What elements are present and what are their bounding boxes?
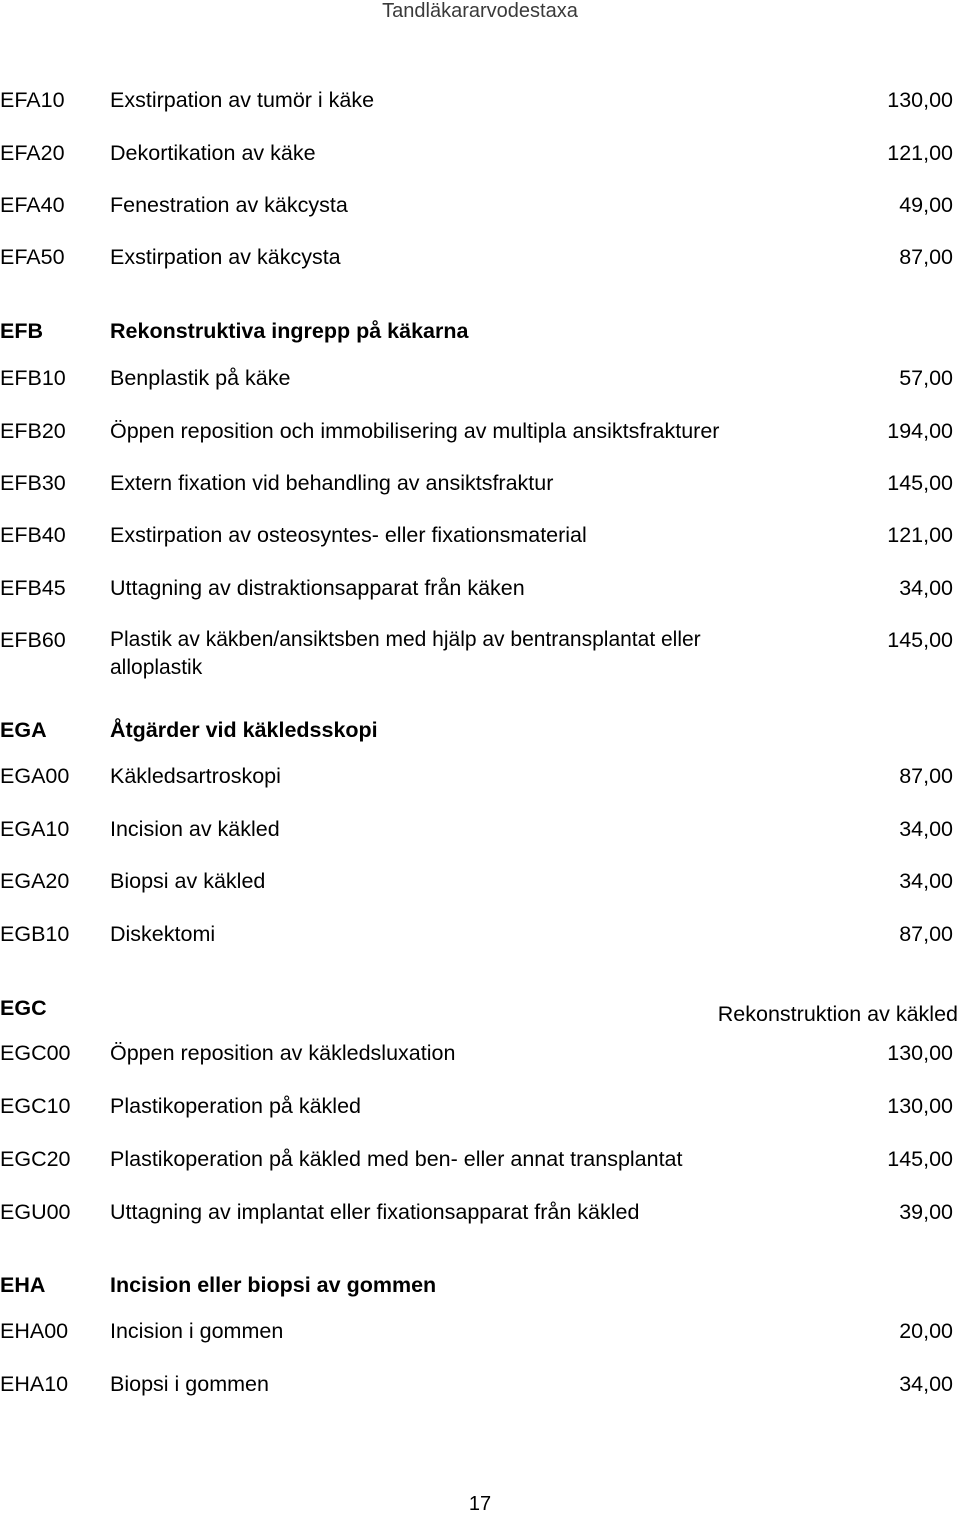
procedure-code: EGC20 — [0, 1147, 71, 1171]
procedure-price: 145,00 — [887, 471, 953, 495]
procedure-price: 34,00 — [899, 1372, 953, 1396]
procedure-description: Dekortikation av käke — [110, 141, 316, 165]
procedure-code: EFA40 — [0, 193, 65, 217]
procedure-code: EGA10 — [0, 817, 70, 841]
procedure-description: Plastikoperation på käkled — [110, 1094, 361, 1118]
section-title: Rekonstruktion av käkled — [717, 1002, 958, 1026]
procedure-description: Käkledsartroskopi — [110, 764, 281, 788]
procedure-description: Öppen reposition av käkledsluxation — [110, 1041, 456, 1065]
procedure-price: 87,00 — [899, 922, 953, 946]
procedure-code: EHA00 — [0, 1319, 69, 1343]
procedure-price: 34,00 — [899, 576, 953, 600]
procedure-code: EFB20 — [0, 419, 66, 443]
procedure-code: EFA10 — [0, 88, 65, 112]
page-number: 17 — [468, 1493, 492, 1515]
procedure-price: 130,00 — [887, 1041, 953, 1065]
procedure-description: Diskektomi — [110, 922, 216, 946]
procedure-description: Incision av käkled — [110, 817, 280, 841]
procedure-description: Plastik av käkben/ansiktsben med hjälp av bentransplantat eller alloplastik — [110, 628, 701, 679]
page-header: Tandläkararvodestaxa — [382, 0, 578, 22]
procedure-price: 145,00 — [887, 1147, 953, 1171]
section-code: EGA — [0, 718, 47, 742]
procedure-description: Benplastik på käke — [110, 366, 291, 390]
procedure-description: Exstirpation av käkcysta — [110, 245, 341, 269]
procedure-description: Extern fixation vid behandling av ansiktsfraktur — [110, 471, 554, 495]
procedure-code: EHA10 — [0, 1372, 69, 1396]
procedure-code: EFB10 — [0, 366, 66, 390]
section-code: EGC — [0, 996, 47, 1020]
procedure-code: EFB60 — [0, 628, 66, 652]
procedure-description: Fenestration av käkcysta — [110, 193, 348, 217]
section-title: Åtgärder vid käkledsskopi — [110, 718, 378, 742]
procedure-description: Biopsi av käkled — [110, 869, 266, 893]
procedure-description: Incision i gommen — [110, 1319, 284, 1343]
section-title: Incision eller biopsi av gommen — [110, 1273, 437, 1297]
procedure-price: 34,00 — [899, 817, 953, 841]
procedure-price: 39,00 — [899, 1200, 953, 1224]
procedure-price: 194,00 — [887, 419, 953, 443]
procedure-price: 121,00 — [887, 141, 953, 165]
procedure-price: 130,00 — [887, 1094, 953, 1118]
procedure-price: 57,00 — [899, 366, 953, 390]
procedure-code: EGC10 — [0, 1094, 71, 1118]
procedure-code: EFB30 — [0, 471, 66, 495]
procedure-code: EGC00 — [0, 1041, 71, 1065]
procedure-price: 49,00 — [899, 193, 953, 217]
procedure-description: Uttagning av distraktionsapparat från käken — [110, 576, 525, 600]
procedure-price: 130,00 — [887, 88, 953, 112]
procedure-price: 145,00 — [887, 628, 953, 652]
procedure-code: EGA00 — [0, 764, 70, 788]
section-code: EFB — [0, 319, 43, 343]
procedure-code: EGU00 — [0, 1200, 71, 1224]
procedure-price: 20,00 — [899, 1319, 953, 1343]
procedure-price: 34,00 — [899, 869, 953, 893]
procedure-code: EFA20 — [0, 141, 65, 165]
procedure-description: Exstirpation av osteosyntes- eller fixationsmaterial — [110, 523, 587, 547]
procedure-description: Exstirpation av tumör i käke — [110, 88, 375, 112]
section-code: EHA — [0, 1273, 46, 1297]
procedure-code: EFA50 — [0, 245, 65, 269]
section-title: Rekonstruktiva ingrepp på käkarna — [110, 319, 469, 343]
procedure-code: EFB40 — [0, 523, 66, 547]
procedure-description: Biopsi i gommen — [110, 1372, 269, 1396]
procedure-description: Uttagning av implantat eller fixationsapparat från käkled — [110, 1200, 640, 1224]
procedure-code: EGB10 — [0, 922, 70, 946]
procedure-price: 87,00 — [899, 764, 953, 788]
procedure-description: Öppen reposition och immobilisering av multipla ansiktsfrakturer — [110, 419, 720, 443]
procedure-code: EFB45 — [0, 576, 66, 600]
procedure-price: 87,00 — [899, 245, 953, 269]
procedure-description: Plastikoperation på käkled med ben- eller annat transplantat — [110, 1147, 683, 1171]
procedure-price: 121,00 — [887, 523, 953, 547]
procedure-code: EGA20 — [0, 869, 70, 893]
